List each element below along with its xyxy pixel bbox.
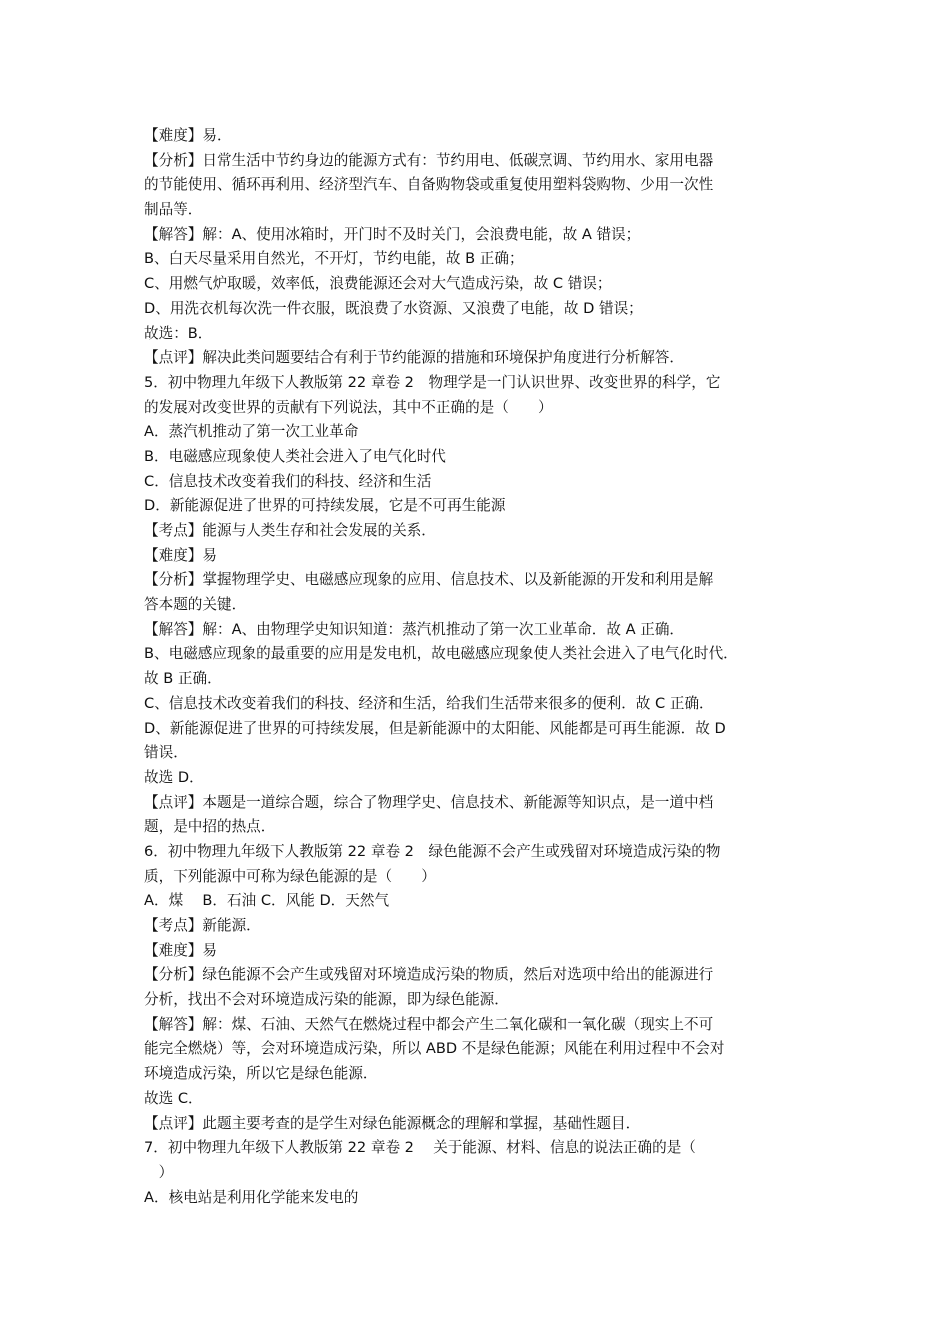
text-line: B、电磁感应现象的最重要的应用是发电机，故电磁感应现象使人类社会进入了电气化时代． [144,645,738,663]
text-line: 5．初中物理九年级下人教版第 22 章卷 2 物理学是一门认识世界、改变世界的科学，它 [144,373,721,391]
text-line: 【分析】绿色能源不会产生或残留对环境造成污染的物质，然后对选项中给出的能源进行 [144,966,714,984]
text-line: 【难度】易 [144,941,217,959]
text-line: A．煤 B．石油 C．风能 D．天然气 [144,892,390,910]
text-line: D．新能源促进了世界的可持续发展，它是不可再生能源 [144,497,506,515]
text-line: 【点评】此题主要考查的是学生对绿色能源概念的理解和掌握，基础性题目． [144,1114,641,1132]
text-line: 【难度】易 [144,546,217,564]
text-line: 【解答】解：煤、石油、天然气在燃烧过程中都会产生二氧化碳和一氧化碳（现实上不可 [144,1015,714,1033]
text-line: 的节能使用、循环再利用、经济型汽车、自备购物袋或重复使用塑料袋购物、少用一次性 [144,176,714,194]
text-line: A．蒸汽机推动了第一次工业革命 [144,423,359,441]
text-line: 6．初中物理九年级下人教版第 22 章卷 2 绿色能源不会产生或残留对环境造成污染的物 [144,842,721,860]
text-line: 【考点】能源与人类生存和社会发展的关系． [144,522,436,539]
text-line: C．信息技术改变着我们的科技、经济和生活 [144,472,432,490]
text-line: 答本题的关键． [144,596,247,614]
text-line: C、信息技术改变着我们的科技、经济和生活，给我们生活带来很多的便利．故 C 正确． [144,694,714,712]
text-line: 【解答】解：A、由物理学史知识知道：蒸汽机推动了第一次工业革命．故 A 正确． [144,620,685,638]
text-line: 故选：B． [144,324,213,342]
text-line: 制品等． [144,201,203,219]
text-line: B、白天尽量采用自然光，不开灯，节约电能，故 B 正确； [144,250,524,268]
text-line: 能完全燃烧）等，会对环境造成污染，所以 ABD 不是绿色能源；风能在利用过程中不会对 [144,1040,725,1058]
text-line: 【点评】本题是一道综合题，综合了物理学史、信息技术、新能源等知识点，是一道中档 [144,793,714,811]
text-line: 故选 D． [144,768,204,786]
text-line: 7．初中物理九年级下人教版第 22 章卷 2 关于能源、材料、信息的说法正确的是（ [144,1139,696,1157]
text-line: 质，下列能源中可称为绿色能源的是（ ） [144,867,436,885]
text-line: 的发展对改变世界的贡献有下列说法，其中不正确的是（ ） [144,398,553,416]
text-line: 【分析】掌握物理学史、电磁感应现象的应用、信息技术、以及新能源的开发和利用是解 [144,571,714,589]
text-line: C、用燃气炉取暖，效率低，浪费能源还会对大气造成污染，故 C 错误； [144,275,612,293]
text-line: D、新能源促进了世界的可持续发展，但是新能源中的太阳能、风能都是可再生能源．故 D [144,719,726,737]
text-line: 故选 C． [144,1089,203,1107]
document-body [144,124,812,1210]
text-line: 分析，找出不会对环境造成污染的能源，即为绿色能源． [144,991,509,1009]
text-line: B．电磁感应现象使人类社会进入了电气化时代 [144,447,446,465]
text-line: 环境造成污染，所以它是绿色能源． [144,1065,378,1083]
text-line: 【分析】日常生活中节约身边的能源方式有：节约用电、低碳烹调、节约用水、家用电器 [144,151,714,169]
text-line: 【难度】易． [144,127,232,144]
text-line: D、用洗衣机每次洗一件衣服，既浪费了水资源、又浪费了电能，故 D 错误； [144,299,643,317]
text-line: 【点评】解决此类问题要结合有利于节约能源的措施和环境保护角度进行分析解答． [144,349,684,367]
text-line: ） [144,1163,174,1181]
text-line: 【考点】新能源． [144,917,261,934]
text-line: 题，是中招的热点． [144,818,276,836]
text-line: 故 B 正确． [144,670,222,688]
text-line: A．核电站是利用化学能来发电的 [144,1188,359,1206]
text-line: 【解答】解：A、使用冰箱时，开门时不及时关门，会浪费电能，故 A 错误； [144,225,641,243]
text-line: 错误． [144,744,188,762]
